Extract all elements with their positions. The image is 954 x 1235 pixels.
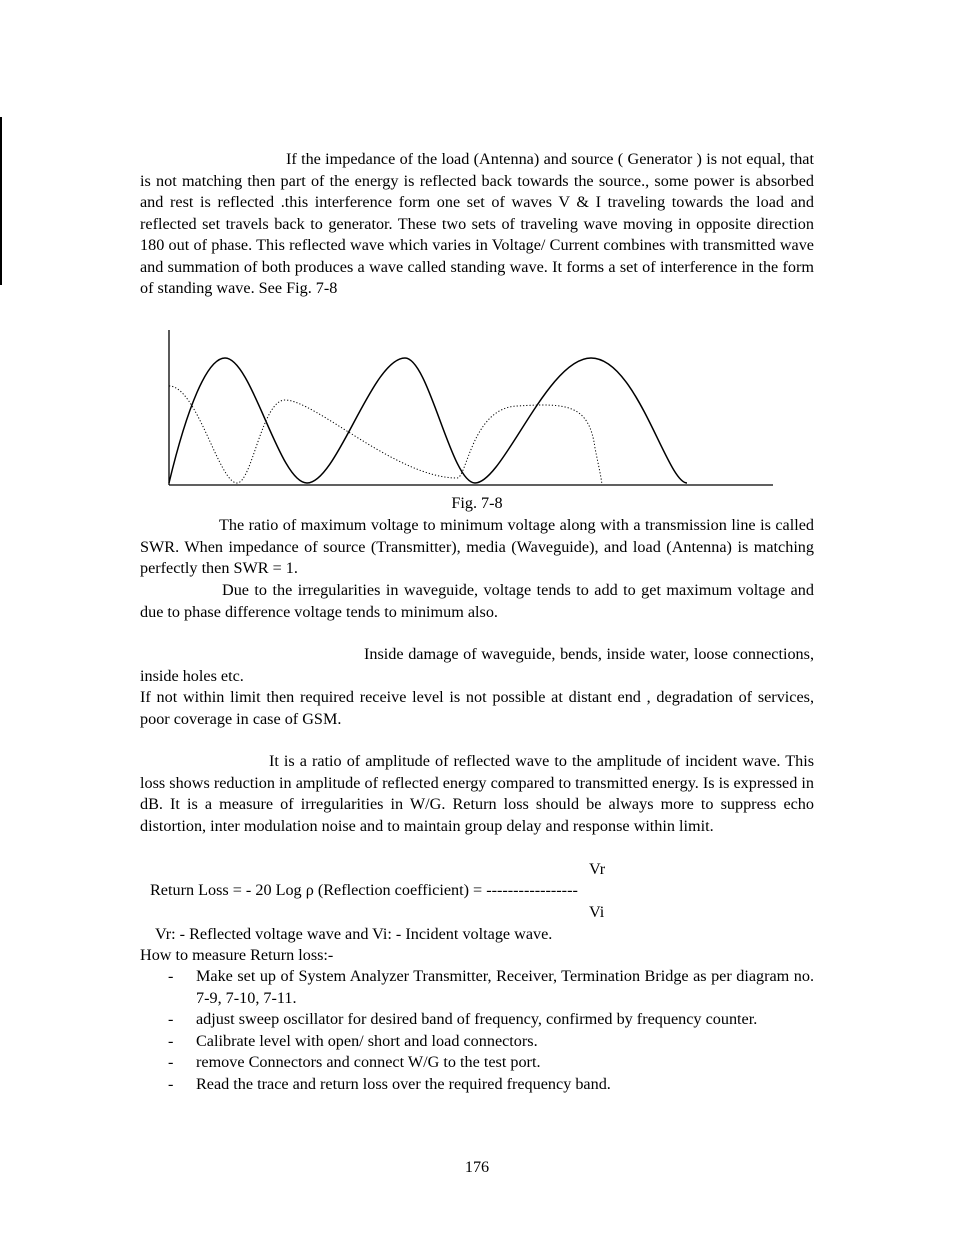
howto-heading: How to measure Return loss:- bbox=[140, 946, 334, 964]
list-bullet: - bbox=[168, 1074, 174, 1093]
formula-numerator: Vr bbox=[589, 860, 606, 878]
step-text: remove Connectors and connect W/G to the test port. bbox=[196, 1053, 541, 1071]
howto-steps bbox=[140, 966, 814, 1095]
reflected-wave-dotted-curve bbox=[169, 386, 602, 485]
paragraph-standing-wave: If the impedance of the load (Antenna) and source ( Generator ) is not equal, that is not matching then part of the energy is reflected back towards the source., some power is absorbed and rest is reflected .this interference form one set of waves V & I traveling towards the load and reflected set travels back to generator. These two sets of traveling wave moving in opposite direction 180 out of phase. This reflected wave which varies in Voltage/ Current combines with transmitted wave and summation of both produces a wave called standing wave. It forms a set of interference in the form of standing wave. See Fig. 7-8 bbox=[140, 150, 814, 297]
figure-caption: Fig. 7-8 bbox=[451, 494, 503, 512]
list-bullet: - bbox=[168, 967, 174, 985]
list-item bbox=[140, 1009, 814, 1031]
paragraph-irregularities: Due to the irregularities in waveguide, voltage tends to add to get maximum voltage and due to phase difference voltage tends to minimum also. bbox=[140, 581, 814, 621]
formula-denominator: Vi bbox=[589, 903, 605, 921]
list-item bbox=[140, 1074, 814, 1096]
list-item bbox=[140, 1031, 814, 1053]
step-text: Read the trace and return loss over the required frequency band. bbox=[196, 1074, 611, 1093]
list-item bbox=[140, 966, 814, 1009]
return-loss-formula: Return Loss = - 20 Log ρ (Reflection coefficient) = ----------------- bbox=[150, 881, 578, 899]
paragraph-causes: Inside damage of waveguide, bends, inside water, loose connections, inside holes etc. bbox=[140, 645, 814, 685]
paragraph-return-loss: It is a ratio of amplitude of reflected wave to the amplitude of incident wave. This loss shows reduction in amplitude of reflected energy compared to transmitted energy. Is is expressed in dB. It is a measure of irregularities in W/G. Return loss should be always more to suppress echo distortion, inter modulation noise and to maintain group delay and response within limit. bbox=[140, 752, 814, 835]
list-bullet: - bbox=[168, 1031, 174, 1050]
paragraph-swr: The ratio of maximum voltage to minimum voltage along with a transmission line is called SWR. When impedance of source (Transmitter), media (Waveguide), and load (Antenna) is matching perfectly then SWR = 1. bbox=[140, 516, 814, 577]
standing-wave-figure bbox=[167, 328, 775, 490]
page-number: 176 bbox=[464, 1158, 490, 1176]
standing-wave-solid-curve bbox=[169, 358, 687, 483]
list-item bbox=[140, 1052, 814, 1074]
step-text: Make set up of System Analyzer Transmitter, Receiver, Termination Bridge as per diagram no. 7-9, 7-10, 7-11. bbox=[196, 967, 814, 1007]
list-bullet: - bbox=[168, 1053, 174, 1071]
list-bullet: - bbox=[168, 1010, 174, 1028]
formula-definitions: Vr: - Reflected voltage wave and Vi: - Incident voltage wave. bbox=[155, 925, 553, 943]
margin-bar bbox=[0, 117, 2, 285]
step-text: adjust sweep oscillator for desired band of frequency, confirmed by frequency counter. bbox=[196, 1010, 758, 1028]
paragraph-effects: If not within limit then required receive level is not possible at distant end , degradation of services, poor coverage in case of GSM. bbox=[140, 688, 814, 728]
step-text: Calibrate level with open/ short and load connectors. bbox=[196, 1031, 538, 1050]
